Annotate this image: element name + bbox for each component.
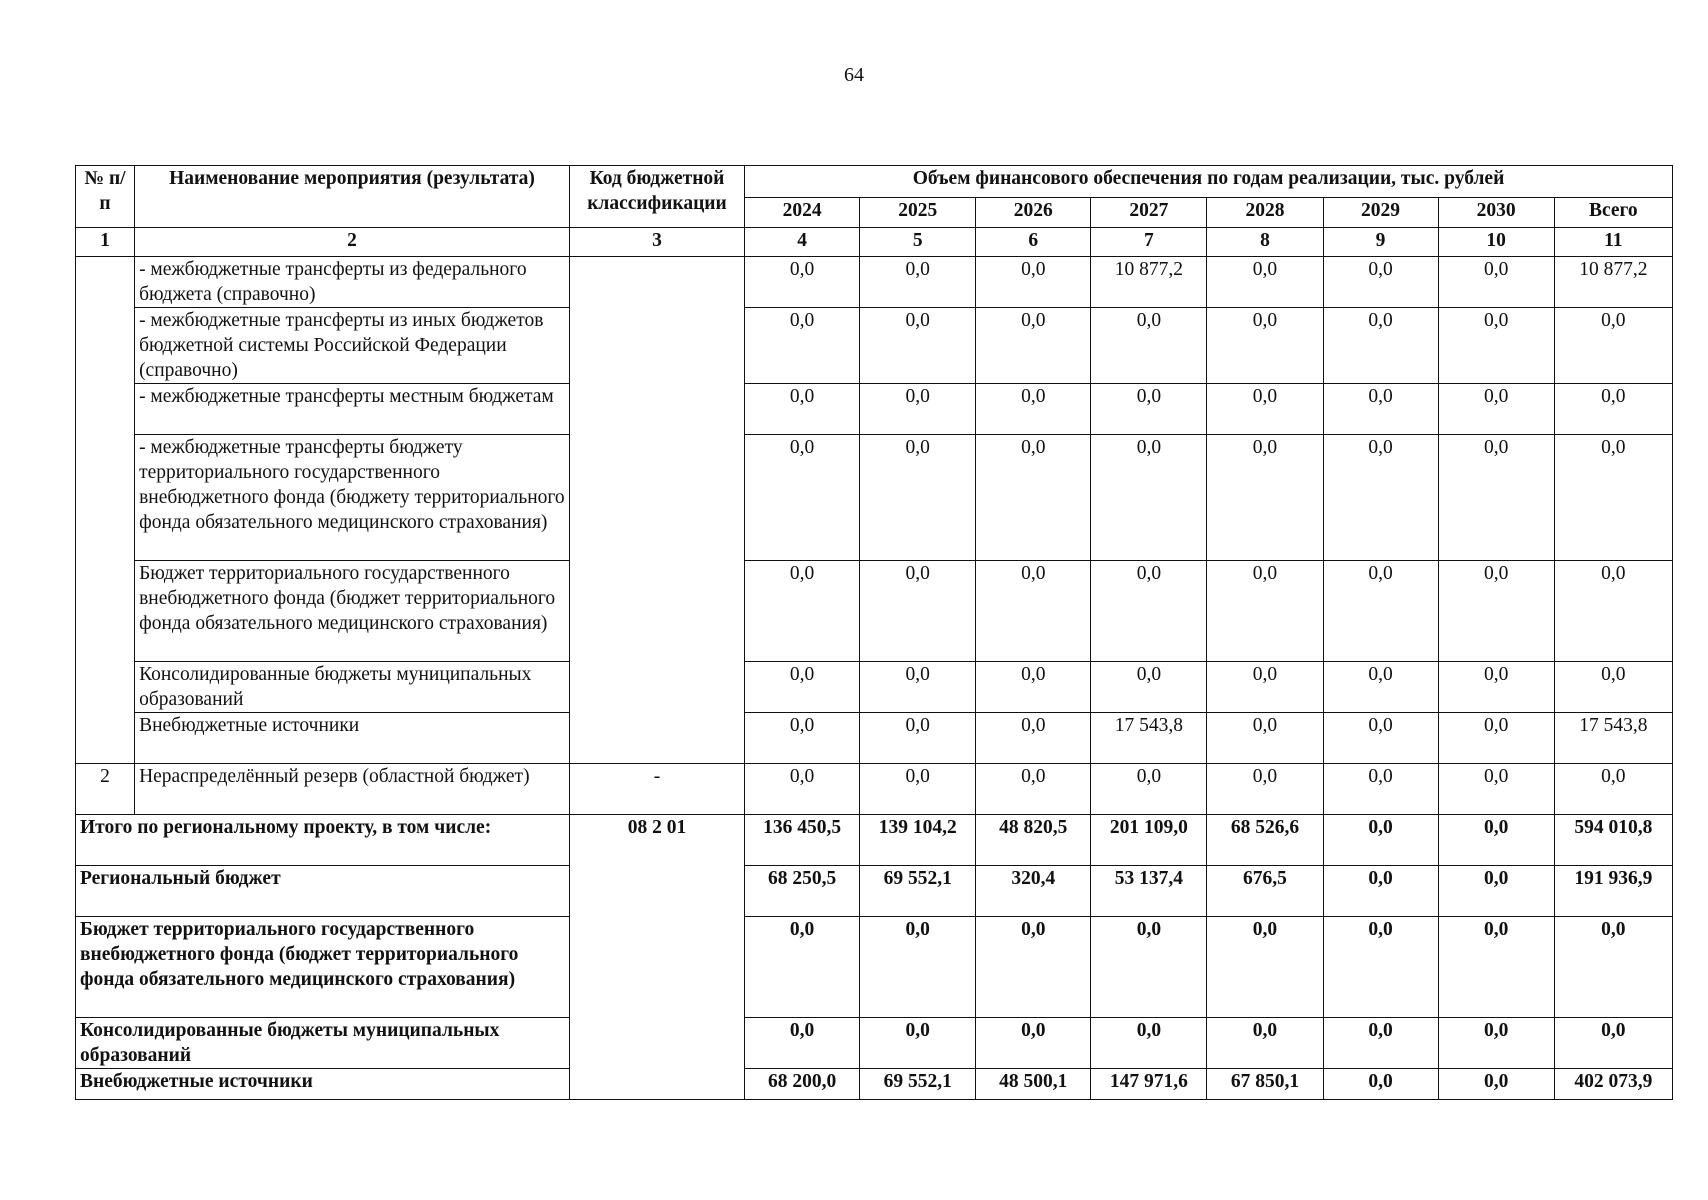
table-row <box>76 308 1673 384</box>
value-cell: 0,0 <box>976 917 1091 1018</box>
value-cell: 0,0 <box>860 1018 976 1069</box>
header-year: 2029 <box>1323 198 1438 228</box>
value-cell: 0,0 <box>1438 1018 1554 1069</box>
header-year: 2025 <box>860 198 976 228</box>
value-cell: 48 820,5 <box>976 815 1091 866</box>
value-cell: 0,0 <box>1438 435 1554 561</box>
value-cell: 0,0 <box>1323 866 1438 917</box>
total-label: Консолидированные бюджеты муниципальных образований <box>76 1018 570 1069</box>
header-row-1 <box>76 166 1673 198</box>
value-cell: 0,0 <box>1438 1069 1554 1100</box>
value-cell: 53 137,4 <box>1091 866 1207 917</box>
value-cell: 0,0 <box>1091 1018 1207 1069</box>
row-label: Консолидированные бюджеты муниципальных образований <box>135 662 570 713</box>
value-cell: 0,0 <box>1554 917 1672 1018</box>
value-cell: 0,0 <box>976 561 1091 662</box>
value-cell: 0,0 <box>1091 308 1207 384</box>
row-label: Внебюджетные источники <box>135 713 570 764</box>
table-row <box>76 435 1673 561</box>
value-cell: 0,0 <box>1323 917 1438 1018</box>
total-row <box>76 1018 1673 1069</box>
header-volume: Объем финансового обеспечения по годам реализации, тыс. рублей <box>745 166 1673 198</box>
value-cell: 0,0 <box>976 384 1091 435</box>
index-cell: 9 <box>1323 228 1438 257</box>
value-cell: 191 936,9 <box>1554 866 1672 917</box>
value-cell: 0,0 <box>1323 713 1438 764</box>
table-row <box>76 713 1673 764</box>
index-cell: 10 <box>1438 228 1554 257</box>
index-cell: 1 <box>76 228 135 257</box>
value-cell: 0,0 <box>1323 662 1438 713</box>
value-cell: 0,0 <box>1438 561 1554 662</box>
index-cell: 4 <box>745 228 860 257</box>
index-cell: 6 <box>976 228 1091 257</box>
value-cell: 0,0 <box>1207 764 1323 815</box>
value-cell: 402 073,9 <box>1554 1069 1672 1100</box>
value-cell: 0,0 <box>1207 435 1323 561</box>
value-cell: 0,0 <box>745 257 860 308</box>
value-cell: 68 526,6 <box>1207 815 1323 866</box>
value-cell: 0,0 <box>1554 384 1672 435</box>
value-cell: 676,5 <box>1207 866 1323 917</box>
value-cell: 68 200,0 <box>745 1069 860 1100</box>
value-cell: 0,0 <box>1438 308 1554 384</box>
value-cell: 0,0 <box>745 384 860 435</box>
value-cell: 0,0 <box>1091 917 1207 1018</box>
value-cell: 0,0 <box>1438 815 1554 866</box>
num-cell-empty <box>76 257 135 764</box>
row-label: Нераспределённый резерв (областной бюджет) <box>135 764 570 815</box>
value-cell: 0,0 <box>1323 764 1438 815</box>
value-cell: 0,0 <box>1438 866 1554 917</box>
value-cell: 0,0 <box>1323 1069 1438 1100</box>
value-cell: 0,0 <box>745 713 860 764</box>
value-cell: 0,0 <box>1554 764 1672 815</box>
value-cell: 0,0 <box>860 713 976 764</box>
table-row <box>76 662 1673 713</box>
value-cell: 594 010,8 <box>1554 815 1672 866</box>
value-cell: 0,0 <box>1323 1018 1438 1069</box>
value-cell: 0,0 <box>976 713 1091 764</box>
value-cell: 0,0 <box>1438 917 1554 1018</box>
value-cell: 0,0 <box>1207 308 1323 384</box>
total-code: 08 2 01 <box>569 815 744 1100</box>
header-year: 2028 <box>1207 198 1323 228</box>
value-cell: 0,0 <box>1091 384 1207 435</box>
financing-table <box>75 165 1673 1100</box>
value-cell: 0,0 <box>860 384 976 435</box>
index-cell: 8 <box>1207 228 1323 257</box>
value-cell: 0,0 <box>745 561 860 662</box>
row-label: - межбюджетные трансферты местным бюджетам <box>135 384 570 435</box>
value-cell: 69 552,1 <box>860 1069 976 1100</box>
value-cell: 10 877,2 <box>1554 257 1672 308</box>
value-cell: 0,0 <box>976 1018 1091 1069</box>
value-cell: 0,0 <box>1554 435 1672 561</box>
reserve-row <box>76 764 1673 815</box>
total-label: Бюджет территориального государственного внебюджетного фонда (бюджет территориального фонда обязательного медицинского страхования) <box>76 917 570 1018</box>
header-year: 2030 <box>1438 198 1554 228</box>
value-cell: 0,0 <box>1438 662 1554 713</box>
total-label: Региональный бюджет <box>76 866 570 917</box>
value-cell: 0,0 <box>1554 308 1672 384</box>
value-cell: 201 109,0 <box>1091 815 1207 866</box>
value-cell: 0,0 <box>860 308 976 384</box>
value-cell: 0,0 <box>1323 384 1438 435</box>
value-cell: 0,0 <box>1207 1018 1323 1069</box>
total-row <box>76 1069 1673 1100</box>
value-cell: 0,0 <box>1091 435 1207 561</box>
value-cell: 136 450,5 <box>745 815 860 866</box>
header-year: 2024 <box>745 198 860 228</box>
total-row <box>76 917 1673 1018</box>
value-cell: 0,0 <box>860 435 976 561</box>
value-cell: 0,0 <box>1091 561 1207 662</box>
value-cell: 69 552,1 <box>860 866 976 917</box>
header-num: № п/п <box>76 166 135 228</box>
value-cell: 17 543,8 <box>1554 713 1672 764</box>
header-year: 2027 <box>1091 198 1207 228</box>
value-cell: 10 877,2 <box>1091 257 1207 308</box>
value-cell: 0,0 <box>1207 561 1323 662</box>
index-cell: 11 <box>1554 228 1672 257</box>
value-cell: 139 104,2 <box>860 815 976 866</box>
value-cell: 0,0 <box>1323 257 1438 308</box>
index-cell: 2 <box>135 228 570 257</box>
value-cell: 48 500,1 <box>976 1069 1091 1100</box>
header-year: 2026 <box>976 198 1091 228</box>
header-total: Всего <box>1554 198 1672 228</box>
value-cell: 0,0 <box>1207 713 1323 764</box>
total-label: Итого по региональному проекту, в том числе: <box>76 815 570 866</box>
header-index-row <box>76 228 1673 257</box>
value-cell: 0,0 <box>745 1018 860 1069</box>
value-cell: 0,0 <box>1323 308 1438 384</box>
value-cell: 0,0 <box>1207 257 1323 308</box>
value-cell: 67 850,1 <box>1207 1069 1323 1100</box>
value-cell: 0,0 <box>745 917 860 1018</box>
row-code: - <box>569 764 744 815</box>
total-row <box>76 866 1673 917</box>
value-cell: 17 543,8 <box>1091 713 1207 764</box>
value-cell: 320,4 <box>976 866 1091 917</box>
value-cell: 0,0 <box>1554 662 1672 713</box>
value-cell: 0,0 <box>976 308 1091 384</box>
index-cell: 3 <box>569 228 744 257</box>
value-cell: 0,0 <box>1554 561 1672 662</box>
value-cell: 0,0 <box>1438 764 1554 815</box>
table-row <box>76 561 1673 662</box>
value-cell: 0,0 <box>745 308 860 384</box>
value-cell: 0,0 <box>1323 435 1438 561</box>
value-cell: 0,0 <box>745 662 860 713</box>
index-cell: 7 <box>1091 228 1207 257</box>
row-label: - межбюджетные трансферты из федерального бюджета (справочно) <box>135 257 570 308</box>
row-label: Бюджет территориального государственного внебюджетного фонда (бюджет территориального фонда обязательного медицинского страхования) <box>135 561 570 662</box>
value-cell: 0,0 <box>976 257 1091 308</box>
value-cell: 0,0 <box>976 662 1091 713</box>
value-cell: 0,0 <box>1438 257 1554 308</box>
table-row <box>76 257 1673 308</box>
header-name: Наименование мероприятия (результата) <box>135 166 570 228</box>
value-cell: 0,0 <box>1438 713 1554 764</box>
value-cell: 147 971,6 <box>1091 1069 1207 1100</box>
value-cell: 0,0 <box>745 435 860 561</box>
value-cell: 0,0 <box>1207 384 1323 435</box>
value-cell: 0,0 <box>1554 1018 1672 1069</box>
value-cell: 0,0 <box>860 561 976 662</box>
value-cell: 0,0 <box>1091 662 1207 713</box>
header-code: Код бюджетной классификации <box>569 166 744 228</box>
value-cell: 0,0 <box>1207 917 1323 1018</box>
index-cell: 5 <box>860 228 976 257</box>
value-cell: 0,0 <box>860 662 976 713</box>
code-cell-empty <box>569 257 744 764</box>
row-label: - межбюджетные трансферты из иных бюджетов бюджетной системы Российской Федерации (справочно) <box>135 308 570 384</box>
total-row <box>76 815 1673 866</box>
value-cell: 68 250,5 <box>745 866 860 917</box>
value-cell: 0,0 <box>860 917 976 1018</box>
table-row <box>76 384 1673 435</box>
value-cell: 0,0 <box>1438 384 1554 435</box>
value-cell: 0,0 <box>860 257 976 308</box>
value-cell: 0,0 <box>1091 764 1207 815</box>
value-cell: 0,0 <box>976 764 1091 815</box>
page-number: 64 <box>844 64 864 86</box>
total-label: Внебюджетные источники <box>76 1069 570 1100</box>
value-cell: 0,0 <box>1323 815 1438 866</box>
row-label: - межбюджетные трансферты бюджету территориального государственного внебюджетного фонда (бюджету территориального фонда обязательного медицинского страхования) <box>135 435 570 561</box>
value-cell: 0,0 <box>860 764 976 815</box>
value-cell: 0,0 <box>1207 662 1323 713</box>
row-num: 2 <box>76 764 135 815</box>
value-cell: 0,0 <box>1323 561 1438 662</box>
value-cell: 0,0 <box>745 764 860 815</box>
value-cell: 0,0 <box>976 435 1091 561</box>
